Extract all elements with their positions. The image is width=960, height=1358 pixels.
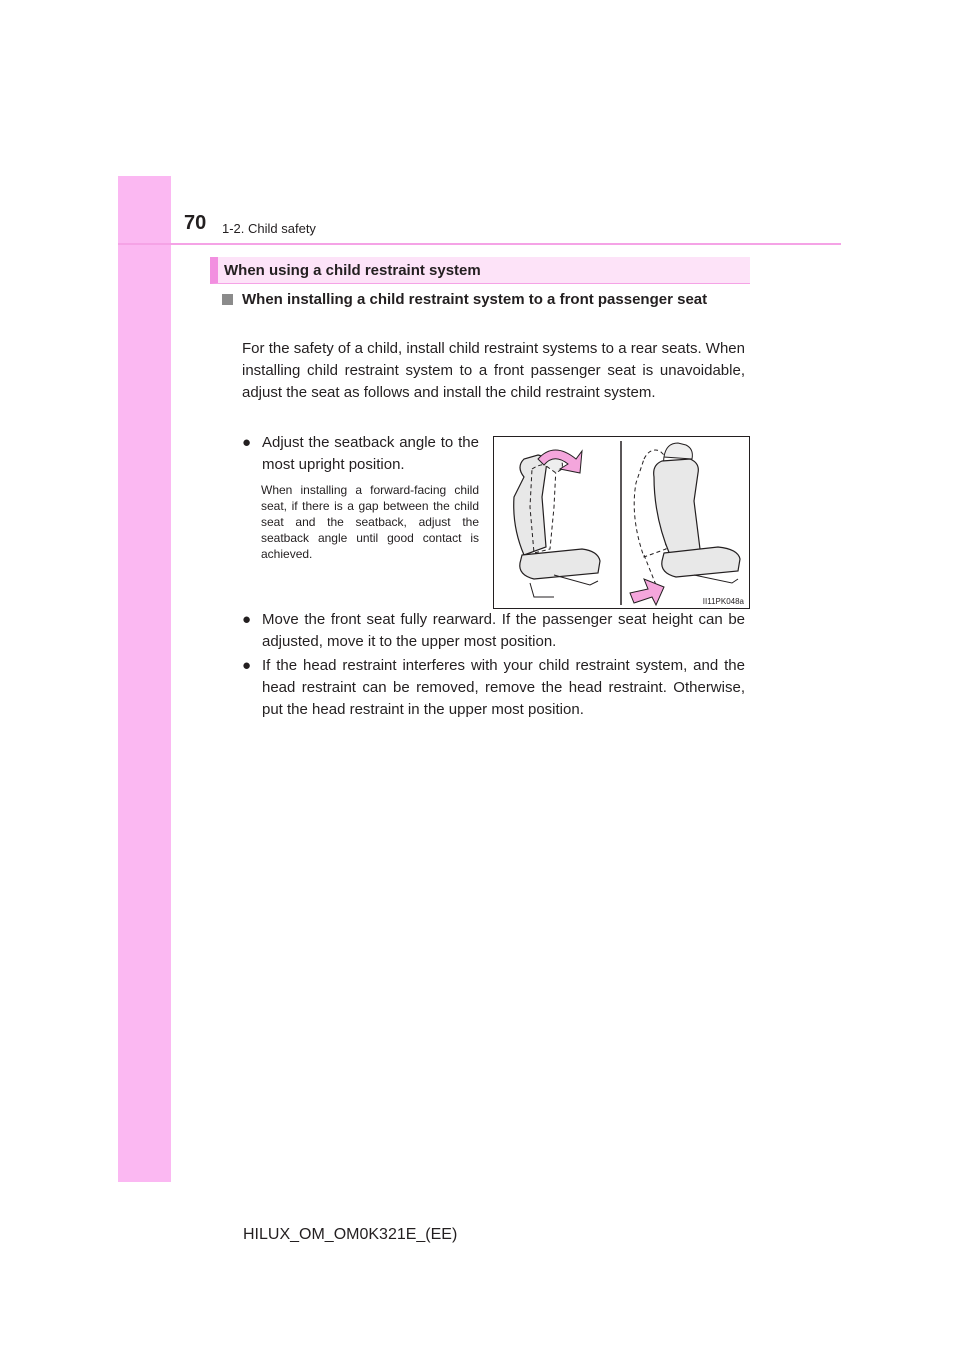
bullet-text: Move the front seat fully rearward. If the passenger seat height can be adjusted, move it to the upper most position.: [262, 611, 745, 650]
square-bullet-icon: [222, 294, 233, 305]
bullet-dot-icon: ●: [242, 611, 252, 628]
bullet-text: If the head restraint interferes with your child restraint system, and the head restraint can be removed, remove the head restraint. Otherwise, put the head restraint in the upper most position.: [262, 657, 745, 718]
header-divider: [118, 243, 841, 245]
bullet-text: Adjust the seatback angle to the most upright position.: [262, 434, 479, 473]
side-tab-strip: [118, 176, 171, 1182]
section-heading-bar: [210, 257, 750, 284]
intro-paragraph: For the safety of a child, install child restraint systems to a rear seats. When installing child restraint system to a front passenger seat is unavoidable, adjust the seat as follows and install the child restraint system.: [242, 340, 745, 401]
subheading: [222, 289, 746, 311]
bullet-item: [242, 655, 745, 721]
bullet-note: When installing a forward-facing child seat, if there is a gap between the child seat and the seatback, adjust the seatback angle until good contact is achieved.: [261, 483, 479, 561]
bullet-item: [242, 432, 479, 476]
document-id-footer: HILUX_OM_OM0K321E_(EE): [243, 1226, 458, 1243]
section-heading: When using a child restraint system: [224, 262, 481, 279]
page-number: 70: [184, 212, 207, 234]
running-header-title: 1-2. Child safety: [222, 221, 316, 236]
bullet-item: [242, 609, 745, 653]
bullet-dot-icon: ●: [242, 434, 252, 451]
figure-code: II11PK048a: [702, 597, 744, 606]
bullet-dot-icon: ●: [242, 657, 252, 674]
seat-illustration-icon: [494, 437, 749, 608]
seat-adjustment-figure: [493, 436, 750, 609]
subheading-text: When installing a child restraint system to a front passenger seat: [242, 291, 708, 308]
